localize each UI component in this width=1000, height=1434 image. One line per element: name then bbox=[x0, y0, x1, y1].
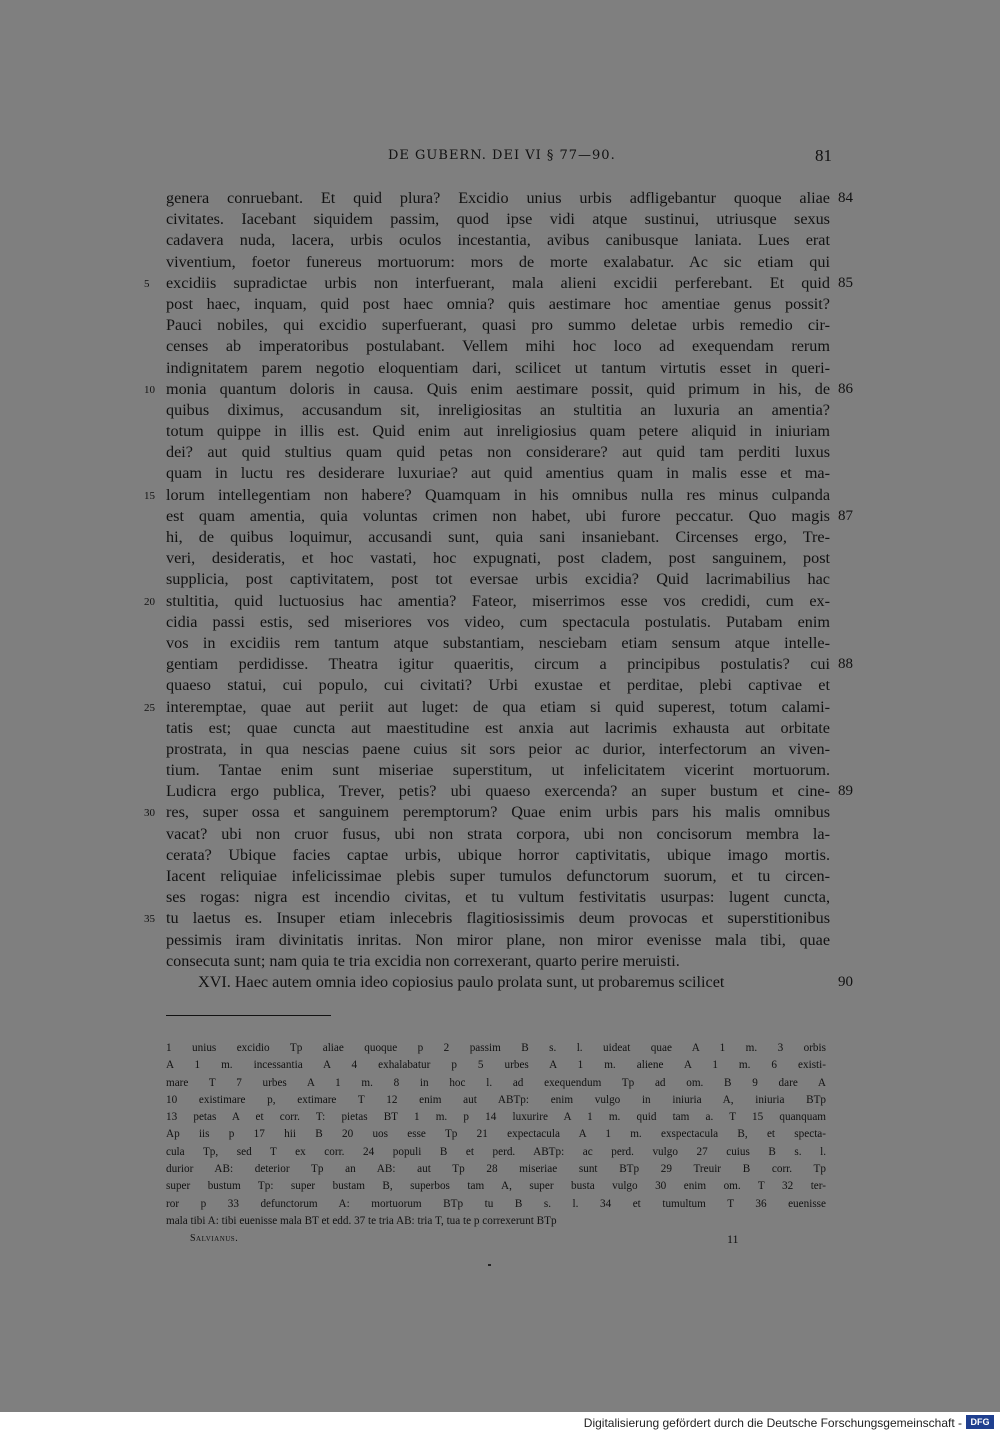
line-number: 10 bbox=[144, 383, 155, 396]
running-title: DE GUBERN. DEI VI § 77—90. bbox=[388, 148, 616, 163]
paragraph-number: 85 bbox=[838, 274, 853, 291]
page-header bbox=[0, 148, 1000, 168]
footnote-line: 10 existimare p, extimare T 12 enim aut ABTp: enim vulgo in iniuria A, iniuria BTp bbox=[166, 1093, 826, 1106]
body-line bbox=[166, 781, 853, 802]
footnote-line: 1 unius excidio Tp aliae quoque p 2 passim B s. l. uideat quae A 1 m. 3 orbis bbox=[166, 1042, 826, 1054]
body-line-text: Ludicra ergo publica, Trever, petis? ubi quaeso exercenda? an super bustum et cine- bbox=[166, 782, 830, 801]
body-line bbox=[166, 315, 830, 336]
body-line-text: prostrata, in qua nescias paene cuius sit sors peior ac durior, interfectorum an viven- bbox=[166, 739, 830, 758]
body-line bbox=[144, 697, 830, 718]
body-line bbox=[166, 612, 830, 633]
body-line-text: ses rogas: nigra est incendio civitas, et tu vultum festivitatis usurpas: lugent cuncta, bbox=[166, 888, 830, 907]
body-line bbox=[166, 951, 830, 972]
body-line bbox=[166, 463, 830, 484]
body-line bbox=[166, 675, 830, 696]
body-line-text: civitates. Iacebant siquidem passim, quod ipse vidi atque sustinui, utriusque sexus bbox=[166, 210, 830, 229]
paragraph-number: 87 bbox=[838, 507, 853, 524]
body-line-text: dei? aut quid stultius quam quid petas non considerare? aut quid tam perditi luxus bbox=[166, 443, 830, 462]
footnote-line: ror p 33 defunctorum A: mortuorum BTp tu B s. l. 34 et tumultum T 36 euenisse bbox=[166, 1197, 826, 1210]
body-line-text: quibus diximus, accusandum sit, inreligiositas an stultitia an luxuria an amentia? bbox=[166, 400, 830, 419]
body-line bbox=[166, 718, 830, 739]
body-line-text: quaeso statui, cui populo, cui civitati? Urbi exustae et perditae, plebi captivae et bbox=[166, 676, 830, 695]
body-line bbox=[166, 824, 830, 845]
sheet-number: 11 bbox=[727, 1232, 739, 1246]
body-line bbox=[166, 252, 830, 273]
body-line bbox=[166, 739, 830, 760]
body-line-text: pessimis iram divinitatis inritas. Non miror plane, non miror evenisse mala tibi, quae bbox=[166, 930, 830, 949]
body-line bbox=[144, 485, 830, 506]
paragraph-number: 86 bbox=[838, 380, 853, 397]
line-number: 30 bbox=[144, 807, 155, 820]
body-line bbox=[144, 273, 853, 294]
body-line bbox=[166, 760, 830, 781]
body-line bbox=[166, 527, 830, 548]
scan-speck bbox=[488, 1264, 491, 1266]
body-line bbox=[166, 654, 853, 675]
footnote-line: durior AB: deterior Tp an AB: aut Tp 28 miseriae sunt BTp 29 Treuir B corr. Tp bbox=[166, 1163, 826, 1176]
line-number: 5 bbox=[144, 277, 150, 290]
body-line bbox=[144, 802, 830, 823]
body-line-text: tium. Tantae enim sunt miseriae superstitum, ut infelicitatem vicerint mortuorum. bbox=[166, 761, 830, 780]
printer-signature: Salvianus. bbox=[190, 1233, 239, 1244]
footnote-line: Ap iis p 17 hii B 20 uos esse Tp 21 expectacula A 1 m. exspectacula B, et specta- bbox=[166, 1128, 826, 1141]
body-line-text: vacat? ubi non cruor fusus, ubi non strata corpora, ubi non concisorum membra la- bbox=[166, 824, 830, 843]
body-line-text: hi, de quibus loquimur, accusandi sunt, quia sani insaniebant. Circenses ergo, Tre- bbox=[166, 528, 830, 546]
footnote-rule bbox=[166, 1015, 331, 1016]
footnote-line: cula Tp, sed T ex corr. 24 populi B et perd. ABTp: ac perd. vulgo 27 cuius B s. l. bbox=[166, 1145, 826, 1158]
line-number: 25 bbox=[144, 701, 155, 714]
footnote-line: 13 petas A et corr. T: pietas BT 1 m. p 14 luxurire A 1 m. quid tam a. T 15 quanquam bbox=[166, 1111, 826, 1124]
line-number: 15 bbox=[144, 489, 155, 502]
body-line-text: Pauci nobiles, qui excidio superfuerant, quasi pro summo deletae urbis remedio cir- bbox=[166, 316, 830, 335]
dfg-logo: DFG bbox=[966, 1415, 994, 1429]
body-line bbox=[166, 294, 830, 315]
body-line bbox=[144, 591, 830, 612]
body-line bbox=[166, 972, 853, 993]
footnotes bbox=[166, 1040, 826, 1230]
paragraph-number: 88 bbox=[838, 656, 853, 673]
body-line bbox=[166, 336, 830, 357]
paragraph-number: 90 bbox=[838, 973, 853, 990]
body-line-text: supplicia, post captivitatem, post tot eversae urbis excidia? Quid lacrimabilius hac bbox=[166, 570, 830, 589]
body-line-text: tu laetus es. Insuper etiam inlecebris flagitiosissimis deum provocas et superstitionibus bbox=[166, 909, 830, 928]
body-line-text: consecuta sunt; nam quia te tria excidia non correxerant, quarto perire meruisti. bbox=[166, 951, 680, 970]
body-line-text: interemptae, quae aut periit aut luget: de qua etiam si quid superest, totum calami- bbox=[166, 697, 830, 716]
body-line bbox=[166, 421, 830, 442]
body-line-text: totum quippe in illis est. Quid enim aut inreligiosius quam petere aliquid in iniuriam bbox=[166, 422, 830, 441]
footnote-line: A 1 m. incessantia A 4 exhalabatur p 5 urbes A 1 m. aliene A 1 m. 6 existi- bbox=[166, 1059, 826, 1072]
body-line bbox=[166, 442, 830, 463]
footnote-line: super bustum Tp: super bustam B, superbos tam A, super busta vulgo 30 enim om. T 32 ter- bbox=[166, 1180, 826, 1193]
body-text bbox=[144, 188, 853, 993]
footnote-line: mala tibi A: tibi euenisse mala BT et edd. 37 te tria AB: tria T, tua te p correxerunt BTp bbox=[166, 1214, 557, 1227]
body-line-text: genera conruebant. Et quid plura? Excidio unius urbis adfligebantur quoque aliae bbox=[166, 189, 830, 207]
body-line-text: gentiam perdidisse. Theatra igitur quaeritis, circum a principibus postulatis? cui bbox=[166, 655, 830, 674]
body-line bbox=[166, 230, 830, 251]
body-line-text: est quam amentia, quia voluntas crimen non habet, ubi furore peccatur. Quo magis bbox=[166, 506, 830, 525]
body-line bbox=[166, 569, 830, 590]
body-line-text: monia quantum doloris in causa. Quis enim aestimare possit, quid primum in his, de bbox=[166, 379, 830, 398]
body-line bbox=[166, 188, 853, 209]
body-line-text: Iacent reliquiae infelicissimae plebis super tumulos defunctorum suorum, et tu circen- bbox=[166, 867, 830, 885]
body-line bbox=[166, 506, 853, 527]
line-number: 35 bbox=[144, 913, 155, 926]
body-line-text: cadavera nuda, lacera, urbis oculos incestantia, avibus canibusque laniata. Lues erat bbox=[166, 231, 830, 250]
body-line-text: viventium, foetor funereus mortuorum: mors de morte exalabatur. Ac sic etiam qui bbox=[166, 252, 830, 271]
funding-credit: Digitalisierung gefördert durch die Deutsche Forschungsgemeinschaft - bbox=[583, 1416, 962, 1430]
body-line-text: indignitatem parem negotio eloquentiam dari, scilicet ut tantum virtutis esset in queri- bbox=[166, 358, 830, 377]
body-line-text: post haec, inquam, quid post haec omnia? quis aestimare hoc amentiae genus possit? bbox=[166, 294, 830, 313]
body-line-text: vos in excidiis rem tantum atque substantiam, nesciebam etiam sensum atque intelle- bbox=[166, 633, 830, 652]
body-line-text: tatis est; quae cuncta aut maestitudine est anxia aut lacrimis exhausta aut orbitate bbox=[166, 718, 830, 737]
body-line bbox=[144, 908, 830, 929]
body-line-text: lorum intellegentiam non habere? Quamquam in his omnibus nulla res minus culpanda bbox=[166, 485, 830, 504]
body-line-text: XVI. Haec autem omnia ideo copiosius paulo prolata sunt, ut probaremus scilicet bbox=[198, 972, 725, 991]
body-line-text: excidiis supradictae urbis non interfuerant, mala alieni excidii perferebant. Et quid bbox=[166, 273, 830, 292]
line-number: 20 bbox=[144, 595, 155, 608]
footnote-line: mare T 7 urbes A 1 m. 8 in hoc l. ad exequendum Tp ad om. B 9 dare A bbox=[166, 1076, 826, 1089]
body-line-text: cidia passi estis, sed miseriores vos video, cum spectacula postulatis. Putabam enim bbox=[166, 612, 830, 631]
body-line-text: res, super ossa et sanguinem peremptorum? Quae enim urbis pars his malis omnibus bbox=[166, 803, 830, 822]
body-line bbox=[166, 845, 830, 866]
paragraph-number: 84 bbox=[838, 190, 853, 206]
body-line bbox=[166, 887, 830, 908]
body-line bbox=[166, 209, 830, 230]
body-line-text: veri, desideratis, et hoc vastati, hoc expugnati, post cladem, post sanguinem, post bbox=[166, 549, 830, 568]
page-number: 81 bbox=[815, 146, 832, 165]
body-line-text: censes ab imperatoribus postulabant. Vellem mihi hoc loco ad exequendam rerum bbox=[166, 337, 830, 356]
body-line bbox=[166, 633, 830, 654]
body-line-text: cerata? Ubique facies captae urbis, ubique horror captivitatis, ubique imago mortis. bbox=[166, 845, 830, 864]
body-line bbox=[166, 548, 830, 569]
body-line-text: quam in luctu res desiderare luxuriae? aut quid amentius quam in malis esse et ma- bbox=[166, 464, 830, 483]
body-line bbox=[166, 358, 830, 379]
body-line-text: stultitia, quid luctuosius hac amentia? Fateor, miserrimos esse vos credidi, cum ex- bbox=[166, 591, 830, 610]
body-line bbox=[144, 379, 853, 400]
paragraph-number: 89 bbox=[838, 783, 853, 800]
body-line bbox=[166, 930, 830, 951]
body-line bbox=[166, 400, 830, 421]
digitization-footer bbox=[0, 1412, 1000, 1434]
body-line bbox=[166, 866, 830, 887]
